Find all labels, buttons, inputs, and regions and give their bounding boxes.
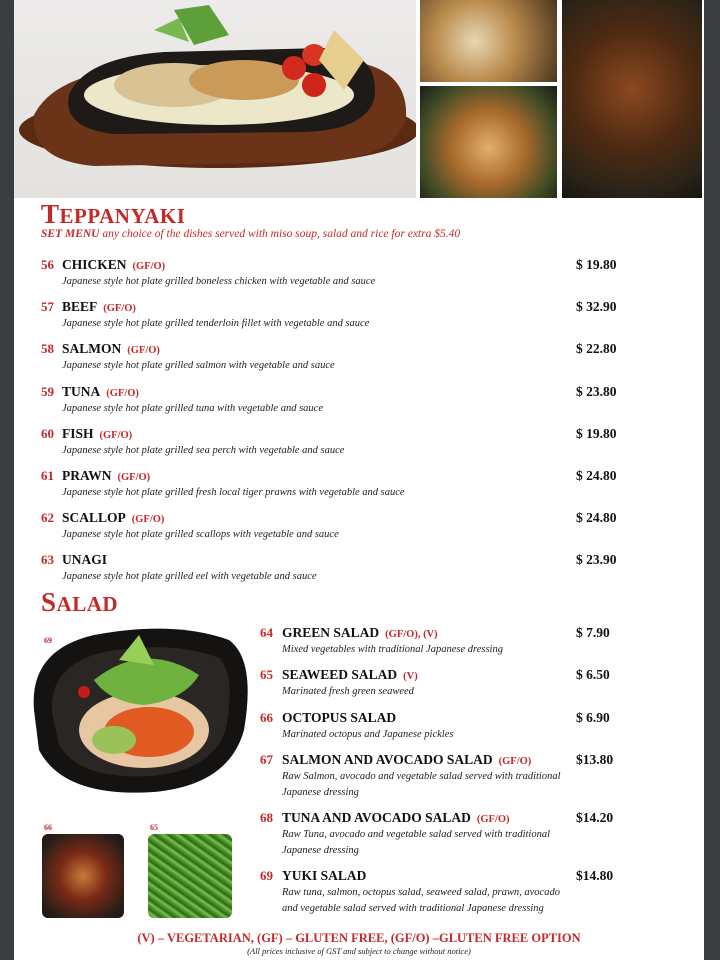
item-name: SALMON	[62, 341, 122, 357]
item-number: 62	[41, 510, 54, 526]
item-price: $14.80	[576, 868, 614, 883]
item-dietary-tag: (GF/O)	[117, 472, 151, 483]
item-description: Raw tuna, salmon, octopus salad, seaweed salad, prawn, avocado and vegetable salad served with traditional Japanese dressing	[282, 887, 560, 914]
teppanyaki-photo-prawn	[420, 0, 557, 82]
item-description: Japanese style hot plate grilled tenderloin fillet with vegetable and sauce	[62, 318, 370, 330]
photo-label-66: 66	[44, 823, 52, 832]
item-price: $ 24.80	[576, 468, 617, 483]
item-name-line	[282, 868, 366, 884]
teppanyaki-photo-chicken	[420, 86, 557, 198]
item-number: 58	[41, 341, 54, 357]
item-price: $ 6.50	[576, 667, 610, 682]
item-number: 60	[41, 425, 54, 441]
item-description: Japanese style hot plate grilled sea perch with vegetable and sauce	[62, 444, 345, 456]
item-description: Raw Salmon, avocado and vegetable salad served with traditional Japanese dressing	[282, 771, 561, 798]
item-dietary-tag: (GF/O)	[498, 756, 532, 767]
photo-label-65: 65	[150, 823, 158, 832]
hot-plate-illustration	[14, 0, 416, 198]
item-description: Marinated fresh green seaweed	[282, 686, 414, 697]
item-dietary-tag: (GF/O), (V)	[385, 629, 438, 640]
item-name: PRAWN	[62, 468, 112, 483]
item-price: $ 23.90	[576, 552, 617, 568]
item-name: GREEN SALAD	[282, 625, 380, 640]
item-price: $ 24.80	[576, 510, 617, 526]
item-price: $14.20	[576, 810, 614, 825]
item-price: $ 7.90	[576, 625, 610, 640]
item-price: $ 32.90	[576, 299, 617, 315]
item-name-line	[282, 810, 510, 826]
item-dietary-tag: (GF/O)	[476, 814, 510, 825]
price-note: (All prices inclusive of GST and subject to change without notice)	[247, 946, 471, 956]
dietary-legend: (V) – VEGETARIAN, (GF) – GLUTEN FREE, (GF/O) –GLUTEN FREE OPTION	[137, 931, 581, 945]
item-name-line	[62, 341, 160, 357]
item-number: 68	[260, 810, 273, 825]
item-dietary-tag: (GF/O)	[127, 345, 160, 357]
item-number: 59	[41, 383, 54, 399]
item-description: Japanese style hot plate grilled fresh local tiger prawns with vegetable and sauce	[62, 487, 405, 498]
teppanyaki-title: TEPPANYAKI	[41, 199, 186, 229]
item-name-line	[62, 257, 165, 273]
item-name-line	[282, 667, 418, 683]
item-description: Raw Tuna, avocado and vegetable salad served with traditional Japanese dressing	[282, 829, 551, 856]
item-dietary-tag: (GF/O)	[99, 429, 133, 441]
item-description: Japanese style hot plate grilled boneless chicken with vegetable and sauce	[62, 276, 376, 287]
item-price: $ 6.90	[576, 710, 610, 725]
item-description: Japanese style hot plate grilled salmon with vegetable and sauce	[62, 360, 335, 372]
item-number: 64	[260, 625, 273, 640]
item-dietary-tag: (GF/O)	[131, 514, 165, 526]
item-description: Japanese style hot plate grilled eel with vegetable and sauce	[62, 571, 317, 583]
item-name: SEAWEED SALAD	[282, 667, 398, 682]
item-name-line	[62, 426, 132, 442]
item-number: 61	[41, 468, 54, 483]
item-name: BEEF	[62, 299, 98, 315]
item-name-line	[62, 299, 136, 315]
item-dietary-tag: (GF/O)	[103, 303, 136, 315]
item-price: $ 22.80	[576, 341, 617, 357]
item-name: CHICKEN	[62, 257, 127, 272]
item-name: FISH	[62, 425, 94, 441]
item-description: Japanese style hot plate grilled scallops with vegetable and sauce	[62, 529, 339, 541]
item-description: Mixed vegetables with traditional Japanese dressing	[282, 644, 503, 655]
photo-label-69: 69	[44, 636, 52, 645]
item-name-line	[282, 710, 396, 726]
item-name-line	[62, 510, 164, 526]
item-name-line	[282, 752, 531, 768]
octopus-salad-photo	[42, 834, 124, 918]
item-name-line	[62, 384, 139, 400]
salad-bowl-illustration	[24, 620, 254, 800]
teppanyaki-photo-beef	[562, 0, 702, 198]
item-price: $13.80	[576, 752, 614, 767]
item-description: Japanese style hot plate grilled tuna with vegetable and sauce	[62, 402, 323, 414]
item-price: $ 19.80	[576, 257, 617, 272]
item-price: $ 23.80	[576, 383, 617, 399]
menu-page	[14, 0, 704, 960]
item-dietary-tag: (V)	[403, 671, 418, 682]
item-name-line	[62, 468, 150, 484]
set-menu-note: SET MENU any choice of the dishes served with miso soup, salad and rice for extra $5.40	[41, 228, 461, 240]
item-name: YUKI SALAD	[282, 868, 367, 883]
item-dietary-tag: (GF/O)	[132, 261, 166, 272]
salad-title: SALAD	[41, 587, 119, 617]
item-number: 57	[41, 299, 54, 315]
item-number: 63	[41, 552, 54, 568]
item-name-line	[282, 625, 438, 641]
item-name: SCALLOP	[62, 510, 126, 526]
seaweed-salad-photo	[148, 834, 232, 918]
item-name: SALMON AND AVOCADO SALAD	[282, 752, 493, 767]
item-description: Marinated octopus and Japanese pickles	[282, 729, 454, 740]
item-name: OCTOPUS SALAD	[282, 710, 397, 725]
item-number: 66	[260, 710, 273, 725]
item-name: UNAGI	[62, 552, 108, 568]
item-number: 69	[260, 868, 273, 883]
item-name-line	[62, 552, 107, 568]
item-dietary-tag: (GF/O)	[106, 387, 139, 399]
item-name: TUNA	[62, 383, 101, 399]
item-name: TUNA AND AVOCADO SALAD	[282, 810, 471, 825]
item-price: $ 19.80	[576, 425, 617, 441]
teppanyaki-hero-photo	[14, 0, 416, 198]
item-number: 56	[41, 257, 54, 272]
yuki-salad-photo	[24, 620, 254, 800]
item-number: 65	[260, 667, 273, 682]
item-number: 67	[260, 752, 273, 767]
